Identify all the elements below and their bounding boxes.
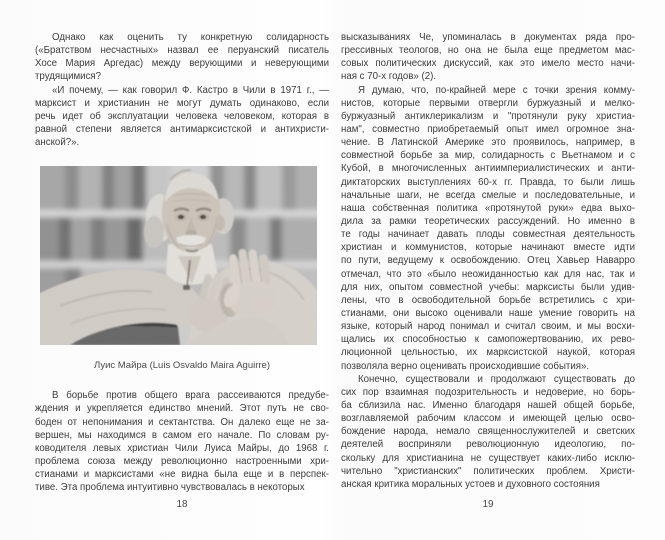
page-number-left: 18 <box>176 499 188 510</box>
text-line: совместной борьбе за мир, солидарность с Вьетнамом и с <box>341 150 635 162</box>
text-line: В борьбе против общего врага рассеиваются предубе- <box>52 390 329 402</box>
text-line: ба сблизила нас. Именно благодаря нашей общей борьбе, <box>341 399 635 411</box>
text-line: чение. В Латинской Америке это проявилось, например, в <box>341 137 635 149</box>
text-line: сих пор взаимная подозрительность и недоверие, но борь- <box>341 386 635 398</box>
text-line: щались их способностью к самопожертвованию, их рево- <box>341 334 635 346</box>
text-line: скольку для христианина не существует каких-либо исклю- <box>341 452 635 464</box>
text-line: совых политических дискуссий, как это имело место начи- <box>341 58 635 70</box>
text-line: («Братством несчастных» назвал ее перуанский писатель <box>35 45 329 57</box>
text-line: нам", совместно приобретаемый опыт имел огромное зна- <box>341 123 635 135</box>
paragraph <box>341 84 635 373</box>
photo-figure <box>35 166 329 372</box>
text-line: буржуазный антиклерикализм и "протянули руку христиа- <box>341 110 635 122</box>
text-line: отмечал, что это «было неожиданностью как для нас, так и <box>341 268 635 280</box>
text-line: возглавляемой рабочим классом и имеющей целью осво- <box>341 413 635 425</box>
text-line: те годы начинает давать плоды совместная деятельность <box>341 229 635 241</box>
text-line: анская критика моральных устоев и духовного состояния <box>341 478 600 490</box>
text-line: дила за рамки теоретических рассуждений. Но именно в <box>341 215 635 227</box>
text-line: равной степени является антимарксистской и антихристи- <box>35 123 329 135</box>
text-line: боден от непонимания и сектантства. Он далеко еще не за- <box>35 416 329 428</box>
text-line: ждения и укрепляется единство мнений. Этот путь не сво- <box>35 403 329 415</box>
text-line: стианами и марксистами «не видна была еще и в перспек- <box>35 469 329 481</box>
paragraph <box>35 84 329 150</box>
text-line: грессивных теологов, но она не была еще предметом мас- <box>341 45 635 57</box>
text-line: тиве. Эта проблема интуитивно чувствовалась в некоторых <box>35 482 305 494</box>
text-line: лены, что в освободительной борьбе встретились с хри- <box>341 294 635 306</box>
text-line: проблема союза между революционно настроенными хри- <box>35 455 329 467</box>
text-line: стианами, они высоко оценивали наше умение говорить на <box>341 307 635 319</box>
text-line: позволяла верно оценивать происходившие события». <box>341 360 590 372</box>
photo-caption: Луис Майра (Luis Osvaldo Maira Aguirre) <box>94 360 270 372</box>
text-line: трудящимися? <box>35 71 102 83</box>
text-line: речь идет об эксплуатации человека человеком, которая в <box>35 110 329 122</box>
text-line: чительно "христианских" политических проблем. Христи- <box>341 465 635 477</box>
text-line: «И почему, — как говорил Ф. Кастро в Чили в 1971 г., — <box>52 84 329 96</box>
photo-grain <box>40 166 317 345</box>
text-line: Конечно, существовали и продолжают существовать до <box>358 373 635 385</box>
paragraph <box>341 31 635 84</box>
paragraph <box>35 389 329 494</box>
text-line: марксист и христианин не могут думать одинаково, если <box>35 97 329 109</box>
text-line: Я думаю, что, по-крайней мере с точки зрения комму- <box>358 84 635 96</box>
text-line: анской?». <box>35 137 80 149</box>
paragraph <box>35 31 329 84</box>
text-line: вершен, мы находимся в самом его начале. По словам ру- <box>35 429 329 441</box>
text-line: языке, который народ понимал и считал своим, и мы восхи- <box>341 321 635 333</box>
page-right <box>341 31 635 491</box>
text-line: наша собственная политика «протянутой руки» едва выхо- <box>341 202 635 214</box>
right-text <box>341 31 635 491</box>
text-line: Однако как оценить ту конкретную солидарность <box>52 32 329 43</box>
text-line: ководителя левых христиан Чили Луиса Майры, до 1968 г. <box>35 442 329 454</box>
text-line: ная с 70-х годов» (2). <box>341 71 437 83</box>
page-number-right: 19 <box>482 499 494 510</box>
text-line: бождение народа, немало священнослужителей и светских <box>341 426 635 438</box>
text-line: высказываниях Че, упоминалась в документах ряда про- <box>341 32 635 43</box>
page-left <box>35 31 329 494</box>
luis-maira-photo <box>40 166 317 345</box>
text-line: начальные шаги, не всегда смелые и последовательные, и <box>341 189 635 201</box>
text-line: деятелей восприняли революционную идеологию, по- <box>341 439 635 451</box>
text-line: нистов, которые первыми отвергли буржуазный и мелко- <box>341 97 635 109</box>
text-line: люционной цельностью, их марксистской наукой, которая <box>341 347 635 359</box>
left-text-bottom <box>35 389 329 494</box>
paragraph <box>341 373 635 491</box>
text-line: для них, опытом совместной учебы: марксисты были удив- <box>341 281 635 293</box>
text-line: диктаторских выступлениях 60-х гг. Правда, то были лишь <box>341 176 635 188</box>
text-line: Хосе Мария Аргедас) между верующими и неверующими <box>35 58 329 70</box>
text-line: христиан и коммунистов, которые начинают вместе идти <box>341 242 635 254</box>
text-line: Кубой, в многочисленных антиимпериалистических и анти- <box>341 163 635 175</box>
left-text-top <box>35 31 329 149</box>
text-line: по пути, ведущему к освобождению. Отец Хавьер Наварро <box>341 255 635 267</box>
